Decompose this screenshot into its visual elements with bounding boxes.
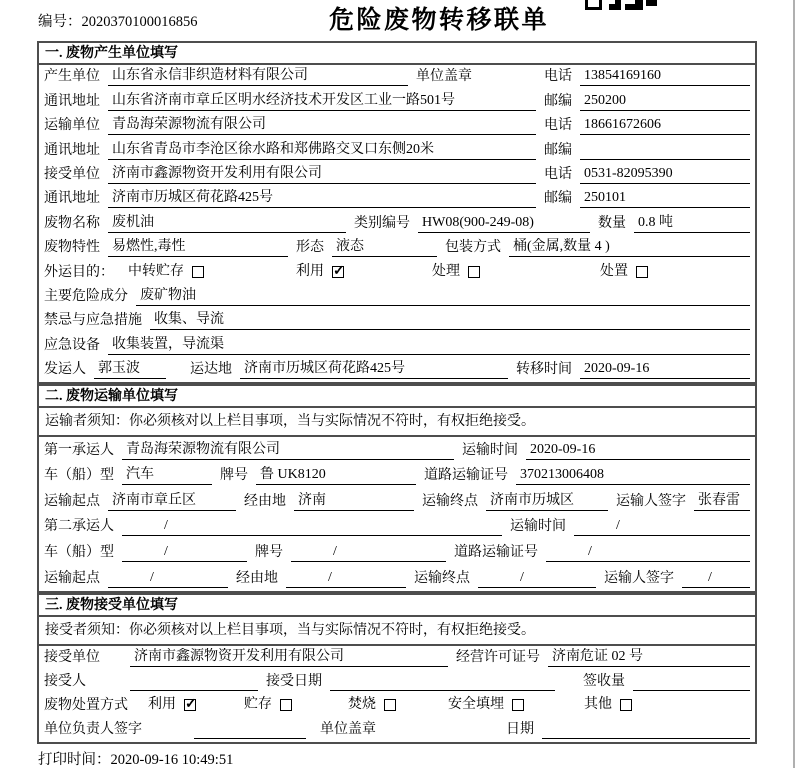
- transport-zip-value: [580, 142, 750, 160]
- receiver-value: [130, 673, 258, 691]
- quantity-label: 数量: [598, 215, 626, 231]
- carrier2-sign-value: /: [682, 569, 750, 588]
- taboo-value: 收集、导流: [150, 311, 750, 330]
- carrier2-plate-value: /: [291, 543, 446, 562]
- road-license-label: 道路运输证号: [424, 468, 508, 484]
- purpose-option-label: 处理: [432, 263, 460, 279]
- received-qty-value: [633, 673, 750, 691]
- purpose-option-use: [296, 263, 344, 281]
- qr-code-fragment: [585, 0, 657, 10]
- carrier1-label: 第一承运人: [44, 442, 114, 458]
- receive-date-value: [330, 673, 555, 691]
- unit-seal-label: 单位盖章: [416, 69, 472, 85]
- section-receiver-title: 三. 废物接受单位填写: [39, 595, 755, 617]
- category-code-value: HW08(900-249-08): [418, 214, 590, 233]
- via-label: 经由地: [236, 570, 278, 586]
- row-taboo: [44, 309, 750, 333]
- characteristic-label: 废物特性: [44, 240, 100, 256]
- purpose-option-label: 利用: [296, 263, 324, 279]
- disposal-label: 废物处置方式: [44, 697, 128, 713]
- sign-label: 运输人签字: [616, 493, 686, 509]
- checkbox-transfer-storage[interactable]: [192, 266, 204, 278]
- date-label: 日期: [506, 721, 534, 737]
- disposal-option-label: 利用: [148, 696, 176, 712]
- carrier1-end-value: 济南市历城区: [486, 492, 608, 511]
- road-license-label: 道路运输证号: [454, 545, 538, 561]
- sign-label: 运输人签字: [604, 570, 674, 586]
- received-qty-label: 签收量: [583, 673, 625, 689]
- receiver-label: 接受人: [44, 673, 86, 689]
- section-transporter-title: 二. 废物运输单位填写: [39, 386, 755, 408]
- document-header: [37, 0, 757, 41]
- row-purpose: [44, 260, 750, 284]
- transport-phone-value: 18661672606: [580, 116, 750, 135]
- doc-number-label: 编号：: [38, 14, 82, 30]
- carrier1-license-value: 370213006408: [516, 466, 750, 485]
- end-label: 运输终点: [414, 570, 470, 586]
- transporter-notice: 运输者须知：你必须核对以上栏目事项，当与实际情况不符时，有权拒绝接受。: [39, 408, 755, 437]
- address-label: 通讯地址: [44, 93, 100, 109]
- carrier2-vehicle-value: /: [122, 543, 247, 562]
- produce-unit-value: 山东省永信非织造材料有限公司: [108, 67, 408, 86]
- equipment-value: 收集装置，导流渠: [108, 336, 750, 355]
- permit-value: 济南危证 02 号: [548, 648, 750, 667]
- purpose-option-storage: [128, 263, 204, 281]
- row-carrier1-route: [44, 488, 750, 514]
- waste-name-value: 废机油: [108, 214, 346, 233]
- purpose-label: 外运目的：: [44, 264, 114, 280]
- row-carrier1: [44, 437, 750, 463]
- row-transport-unit: [44, 114, 750, 138]
- plate-label: 牌号: [255, 545, 283, 561]
- transport-time-label: 运输时间: [510, 519, 566, 535]
- checkbox-dispose[interactable]: [636, 266, 648, 278]
- receiver-notice: 接受者须知：你必须核对以上栏目事项，当与实际情况不符时，有权拒绝接受。: [39, 617, 755, 646]
- disposal-option-label: 焚烧: [348, 696, 376, 712]
- row-waste-name: [44, 211, 750, 235]
- row-waste-characteristic: [44, 236, 750, 260]
- responsible-sign-value: [194, 721, 306, 739]
- plate-label: 牌号: [220, 468, 248, 484]
- sender-label: 发运人: [44, 362, 86, 378]
- disposal-option-label: 贮存: [244, 696, 272, 712]
- hazard-label: 主要危险成分: [44, 288, 128, 304]
- receive-zip-value: 250101: [580, 189, 750, 208]
- purpose-option-dispose: [600, 263, 648, 281]
- hazard-value: 废矿物油: [136, 287, 750, 306]
- carrier1-vehicle-value: 汽车: [122, 466, 212, 485]
- checkbox-landfill[interactable]: [512, 699, 524, 711]
- section-producer: [37, 41, 757, 384]
- receive-unit-label: 接受单位: [44, 649, 100, 665]
- carrier2-origin-value: /: [108, 569, 228, 588]
- print-time-value: 2020-09-16 10:49:51: [110, 751, 234, 768]
- page-edge-line: [793, 0, 795, 768]
- receive-address-value: 济南市历城区荷花路425号: [108, 189, 536, 208]
- row-equipment: [44, 333, 750, 357]
- via-label: 经由地: [244, 493, 286, 509]
- waste-name-label: 废物名称: [44, 215, 100, 231]
- carrier1-value: 青岛海荣源物流有限公司: [122, 441, 454, 460]
- print-time: [37, 748, 757, 768]
- carrier1-origin-value: 济南市章丘区: [108, 492, 236, 511]
- transfer-time-label: 转移时间: [516, 362, 572, 378]
- produce-unit-label: 产生单位: [44, 69, 100, 85]
- disposal-option-label: 安全填埋: [448, 696, 504, 712]
- permit-label: 经营许可证号: [456, 649, 540, 665]
- qr-block: [585, 0, 602, 10]
- destination-value: 济南市历城区荷花路425号: [240, 360, 508, 379]
- qr-block: [646, 0, 657, 6]
- characteristic-value: 易燃性,毒性: [108, 238, 288, 257]
- vehicle-label: 车（船）型: [44, 545, 114, 561]
- page-title: 危险废物转移联单: [329, 7, 550, 34]
- section-producer-title: 一. 废物产生单位填写: [39, 43, 755, 65]
- disposal-option-storage: [244, 696, 292, 714]
- checkbox-storage[interactable]: [280, 699, 292, 711]
- doc-number-value: 2020370100016856: [81, 14, 198, 30]
- phone-label: 电话: [544, 166, 572, 182]
- responsible-sign-label: 单位负责人签字: [44, 721, 142, 737]
- category-label: 类别编号: [354, 215, 410, 231]
- row-receive-unit: [44, 163, 750, 187]
- produce-address-value: 山东省济南市章丘区明水经济技术开发区工业一路501号: [108, 92, 536, 111]
- unit-seal-label: 单位盖章: [320, 721, 376, 737]
- carrier1-time-value: 2020-09-16: [526, 441, 750, 460]
- row-carrier1-vehicle: [44, 463, 750, 489]
- transport-address-value: 山东省青岛市李沧区徐水路和郑佛路交叉口东侧20米: [108, 141, 536, 160]
- row-receiver: [44, 670, 750, 694]
- checkbox-use[interactable]: [184, 699, 196, 711]
- address-label: 通讯地址: [44, 142, 100, 158]
- carrier1-plate-value: 鲁 UK8120: [256, 466, 416, 485]
- quantity-value: 0.8 吨: [634, 214, 750, 233]
- document-page: [37, 0, 757, 768]
- receive-unit-value: 济南市鑫源物资开发利用有限公司: [108, 165, 536, 184]
- zip-label: 邮编: [544, 142, 572, 158]
- row-receive-address: [44, 187, 750, 211]
- carrier1-sign-value: 张春雷: [694, 492, 750, 511]
- row-produce-address: [44, 89, 750, 113]
- form-value: 液态: [332, 238, 437, 257]
- carrier2-value: /: [122, 517, 502, 536]
- taboo-label: 禁忌与应急措施: [44, 313, 142, 329]
- qr-block: [615, 0, 621, 10]
- receive-unit-label: 接受单位: [44, 166, 100, 182]
- row-responsible-sign: [44, 718, 750, 742]
- origin-label: 运输起点: [44, 493, 100, 509]
- zip-label: 邮编: [544, 93, 572, 109]
- form-label: 形态: [296, 240, 324, 256]
- transport-unit-label: 运输单位: [44, 118, 100, 134]
- phone-label: 电话: [544, 118, 572, 134]
- section-transporter: [37, 384, 757, 593]
- row-sender: [44, 358, 750, 382]
- produce-phone-value: 13854169160: [580, 67, 750, 86]
- row-hazard: [44, 285, 750, 309]
- qr-block: [635, 0, 643, 10]
- transfer-time-value: 2020-09-16: [580, 360, 750, 379]
- packing-value: 桶(金属,数量 4 ): [509, 238, 750, 257]
- row-transport-address: [44, 138, 750, 162]
- receive-phone-value: 0531-82095390: [580, 165, 750, 184]
- doc-number: [38, 10, 198, 31]
- disposal-option-label: 其他: [584, 696, 612, 712]
- print-time-label: 打印时间：: [38, 751, 111, 768]
- end-label: 运输终点: [422, 493, 478, 509]
- purpose-option-label: 中转贮存: [128, 263, 184, 279]
- vehicle-label: 车（船）型: [44, 468, 114, 484]
- checkbox-other[interactable]: [620, 699, 632, 711]
- carrier2-time-value: /: [574, 517, 750, 536]
- zip-label: 邮编: [544, 191, 572, 207]
- disposal-option-incinerate: [348, 696, 396, 714]
- carrier2-license-value: /: [546, 543, 750, 562]
- destination-label: 运达地: [190, 362, 232, 378]
- phone-label: 电话: [544, 69, 572, 85]
- receive-unit-value: 济南市鑫源物资开发利用有限公司: [130, 648, 448, 667]
- disposal-option-landfill: [448, 696, 524, 714]
- disposal-option-other: [584, 696, 632, 714]
- carrier2-via-value: /: [286, 569, 406, 588]
- carrier2-end-value: /: [478, 569, 596, 588]
- checkbox-use[interactable]: [332, 266, 344, 278]
- packing-label: 包装方式: [445, 240, 501, 256]
- checkbox-treat[interactable]: [468, 266, 480, 278]
- transport-time-label: 运输时间: [462, 442, 518, 458]
- disposal-option-use: [148, 696, 196, 714]
- address-label: 通讯地址: [44, 191, 100, 207]
- carrier2-label: 第二承运人: [44, 519, 114, 535]
- produce-zip-value: 250200: [580, 92, 750, 111]
- row-carrier2-vehicle: [44, 539, 750, 565]
- section-receiver: [37, 593, 757, 744]
- row-disposal: [44, 694, 750, 718]
- row-carrier2-route: [44, 565, 750, 591]
- purpose-option-treat: [432, 263, 480, 281]
- origin-label: 运输起点: [44, 570, 100, 586]
- receive-date-label: 接受日期: [266, 673, 322, 689]
- checkbox-incinerate[interactable]: [384, 699, 396, 711]
- purpose-option-label: 处置: [600, 263, 628, 279]
- carrier1-via-value: 济南: [294, 492, 414, 511]
- sender-value: 郭玉波: [94, 360, 166, 379]
- row-produce-unit: [44, 65, 750, 89]
- transport-unit-value: 青岛海荣源物流有限公司: [108, 116, 536, 135]
- row-receive-unit: [44, 646, 750, 670]
- row-carrier2: [44, 514, 750, 540]
- equipment-label: 应急设备: [44, 337, 100, 353]
- date-value: [542, 721, 750, 739]
